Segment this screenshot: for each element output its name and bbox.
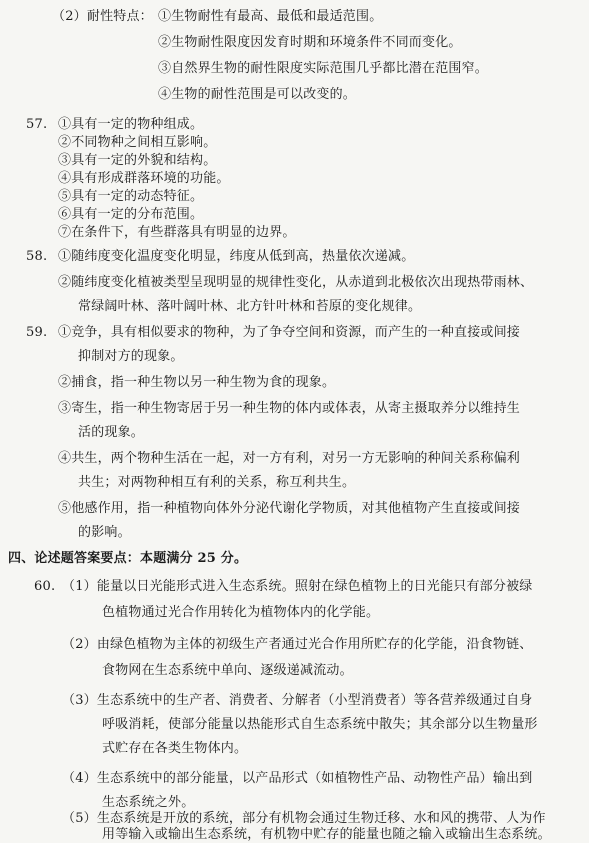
q56-point-2: ②生物耐性限度因发育时期和环境条件不同而变化。: [158, 35, 462, 50]
q60-number: 60.: [34, 579, 56, 594]
q59-point-3-line1: ③寄生，指一种生物寄居于另一种生物的体内或体表，从寄主摄取养分以维持生: [58, 401, 521, 416]
q58-point-2-line2: 常绿阔叶林、落叶阔叶林、北方针叶林和苔原的变化规律。: [78, 299, 422, 314]
q59-point-2: ②捕食，指一种生物以另一种生物为食的现象。: [58, 375, 336, 390]
q57-point-5: ⑤具有一定的动态特征。: [58, 189, 204, 204]
q60-point-1-line1: （1）能量以日光能形式进入生态系统。照射在绿色植物上的日光能只有部分被绿: [62, 579, 533, 594]
q56-point-3: ③自然界生物的耐性限度实际范围几乎都比潜在范围窄。: [158, 61, 489, 76]
section-4-heading: 四、论述题答案要点：本题满分 25 分。: [8, 551, 248, 566]
q60-point-4-line1: （4）生态系统中的部分能量，以产品形式（如植物性产品、动物性产品）输出到: [62, 771, 533, 786]
q58-point-2-line1: ②随纬度变化植被类型呈现明显的规律性变化，从赤道到北极依次出现热带雨林、: [58, 275, 534, 290]
q57-point-4: ④具有形成群落环境的功能。: [58, 171, 230, 186]
q60-point-5-line2: 用等输入或输出生态系统，有机物中贮存的能量也随之输入或输出生态系统。: [102, 827, 551, 842]
q60-point-1-line2: 色植物通过光合作用转化为植物体内的化学能。: [102, 605, 380, 620]
q56-part2-label: （2）耐性特点：: [52, 9, 153, 24]
q60-point-3-line3: 式贮存在各类生物体内。: [102, 741, 248, 756]
q59-number: 59.: [26, 325, 48, 340]
q59-point-3-line2: 活的现象。: [78, 425, 145, 440]
q58-number: 58.: [26, 249, 48, 264]
q60-point-3-line2: 呼吸消耗，使部分能量以热能形式自生态系统中散失；其余部分以生物量形: [102, 717, 538, 732]
q59-point-1-line2: 抑制对方的现象。: [78, 349, 184, 364]
q57-point-3: ③具有一定的外貌和结构。: [58, 153, 217, 168]
q59-point-4-line1: ④共生，两个物种生活在一起，对一方有利，对另一方无影响的种间关系称偏利: [58, 451, 521, 466]
q59-point-1-line1: ①竞争，具有相似要求的物种，为了争夺空间和资源，而产生的一种直接或间接: [58, 325, 521, 340]
q57-point-2: ②不同物种之间相互影响。: [58, 135, 217, 150]
q59-point-5-line2: 的影响。: [78, 525, 131, 540]
q57-point-7: ⑦在条件下，有些群落具有明显的边界。: [58, 225, 296, 240]
q60-point-4-line2: 生态系统之外。: [102, 795, 195, 810]
q60-point-3-line1: （3）生态系统中的生产者、消费者、分解者（小型消费者）等各营养级通过自身: [62, 693, 533, 708]
q59-point-5-line1: ⑤他感作用，指一种植物向体外分泌代谢化学物质，对其他植物产生直接或间接: [58, 501, 521, 516]
q59-point-4-line2: 共生；对两物种相互有利的关系，称互利共生。: [78, 475, 356, 490]
q56-point-4: ④生物的耐性范围是可以改变的。: [158, 87, 357, 102]
q58-point-1: ①随纬度变化温度变化明显，纬度从低到高，热量依次递减。: [58, 249, 415, 264]
q60-point-2-line2: 食物网在生态系统中单向、逐级递减流动。: [102, 663, 353, 678]
q56-point-1: ①生物耐性有最高、最低和最适范围。: [158, 9, 383, 24]
q57-point-1: ①具有一定的物种组成。: [58, 117, 204, 132]
q57-number: 57.: [26, 117, 48, 132]
q60-point-5-line1: （5）生态系统是开放的系统，部分有机物会通过生物迁移、水和风的携带、人为作: [62, 811, 546, 826]
q57-point-6: ⑥具有一定的分布范围。: [58, 207, 204, 222]
q60-point-2-line1: （2）由绿色植物为主体的初级生产者通过光合作用所贮存的化学能，沿食物链、: [62, 637, 533, 652]
